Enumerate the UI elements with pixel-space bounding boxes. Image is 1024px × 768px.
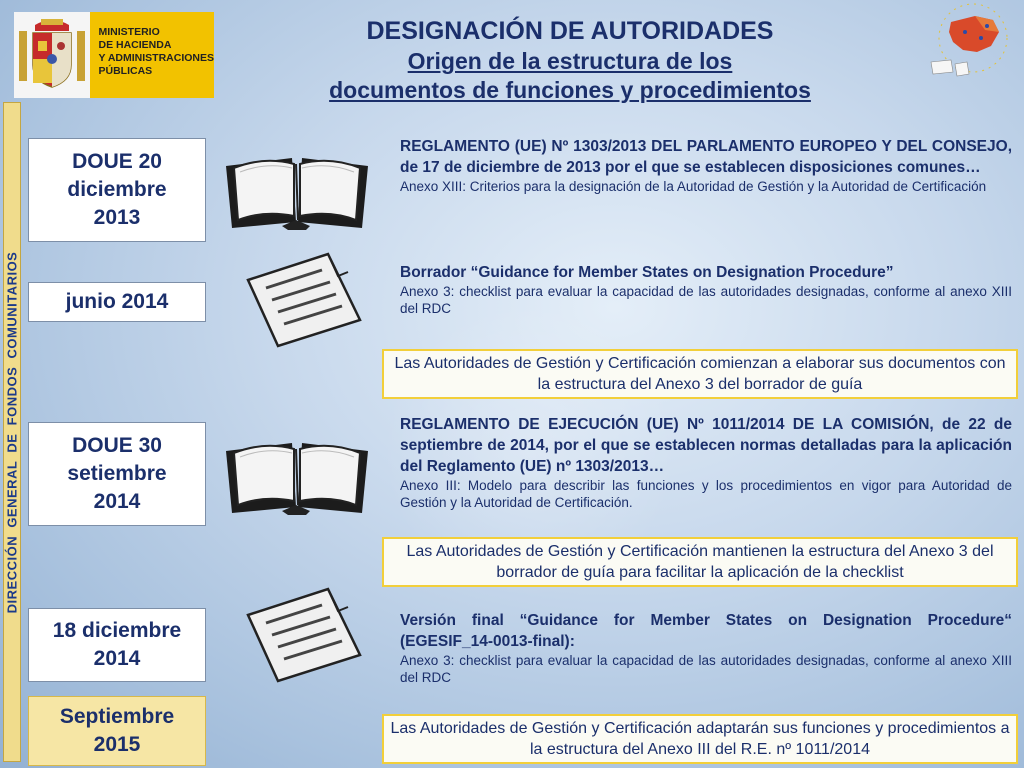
ministry-line: Y ADMINISTRACIONES: [98, 52, 214, 64]
document-annex: Anexo 3: checklist para evaluar la capacidad de las autoridades designadas, conforme al anexo XIII del RDC: [400, 653, 1012, 685]
document-annex: Anexo III: Modelo para describir las funciones y los procedimientos en vigor para Autoridad de Gestión y la Autoridad de Certificación.: [400, 478, 1012, 510]
page-title: DESIGNACIÓN DE AUTORIDADES: [366, 17, 774, 45]
page-subtitle: documentos de funciones y procedimientos: [329, 77, 811, 103]
note-box: [382, 349, 1018, 399]
date-line: 18 diciembre: [52, 619, 182, 642]
date-line: setiembre: [67, 462, 167, 485]
document-entry: [400, 610, 1012, 686]
ministry-line: MINISTERIO: [98, 26, 160, 38]
date-line: junio 2014: [65, 290, 169, 313]
ministry-line: PÚBLICAS: [98, 65, 153, 77]
ministry-logo: [14, 12, 214, 98]
date-line: 2014: [93, 490, 141, 513]
document-annex: Anexo XIII: Criterios para la designación de la Autoridad de Gestión y la Autoridad de Certificación: [400, 179, 987, 194]
open-book-icon: [222, 435, 372, 522]
document-entry: [400, 136, 1012, 195]
document-title: REGLAMENTO DE EJECUCIÓN (UE) Nº 1011/2014 DE LA COMISIÓN, de 22 de septiembre de 2014, por el que se establecen normas detalladas para la aplicación del Reglamento (UE) nº 1303/2013…: [400, 416, 1012, 475]
page-subtitle: Origen de la estructura de los: [407, 48, 733, 74]
date-box-current: [28, 696, 206, 766]
note-text: Las Autoridades de Gestión y Certificación adaptarán sus funciones y procedimientos a la estructura del Anexo III del R.E. nº 1011/2014: [390, 720, 1010, 758]
document-icon: [238, 250, 368, 355]
date-box: [28, 138, 206, 242]
open-book-icon: [222, 150, 372, 237]
note-text: Las Autoridades de Gestión y Certificación comienzan a elaborar sus documentos con la estructura del Anexo 3 del borrador de guía: [394, 355, 1006, 393]
date-line: 2014: [93, 647, 141, 670]
date-box: [28, 282, 206, 322]
side-label: DIRECCIÓN GENERAL DE FONDOS COMUNITARIOS: [4, 251, 20, 613]
date-line: 2013: [93, 206, 141, 229]
document-title: Borrador “Guidance for Member States on Designation Procedure”: [400, 264, 894, 281]
date-line: DOUE 30: [72, 434, 162, 457]
europe-map-icon: [925, 2, 1020, 80]
side-label-bar: [3, 102, 21, 762]
coat-of-arms-icon: [14, 12, 90, 98]
date-box: [28, 422, 206, 526]
document-icon: [238, 585, 368, 690]
ministry-line: DE HACIENDA: [98, 39, 172, 51]
document-title: Versión final “Guidance for Member States on Designation Procedure“ (EGESIF_14-0013-final):: [400, 612, 1012, 650]
slide-title: [220, 16, 920, 105]
date-line: Septiembre: [59, 705, 175, 728]
note-box: [382, 537, 1018, 587]
date-box: [28, 608, 206, 682]
ministry-name: [90, 12, 214, 98]
date-line: diciembre: [67, 178, 167, 201]
document-entry: [400, 262, 1012, 317]
note-box: [382, 714, 1018, 764]
document-annex: Anexo 3: checklist para evaluar la capacidad de las autoridades designadas, conforme al anexo XIII del RDC: [400, 284, 1012, 316]
date-line: 2015: [93, 733, 141, 756]
note-text: Las Autoridades de Gestión y Certificación mantienen la estructura del Anexo 3 del borrador de guía para facilitar la aplicación de la checklist: [406, 543, 994, 581]
date-line: DOUE 20: [72, 150, 162, 173]
document-title: REGLAMENTO (UE) Nº 1303/2013 DEL PARLAMENTO EUROPEO Y DEL CONSEJO, de 17 de diciembre de 2013 por el que se establecen disposiciones comunes…: [400, 138, 1012, 176]
document-entry: [400, 414, 1012, 511]
